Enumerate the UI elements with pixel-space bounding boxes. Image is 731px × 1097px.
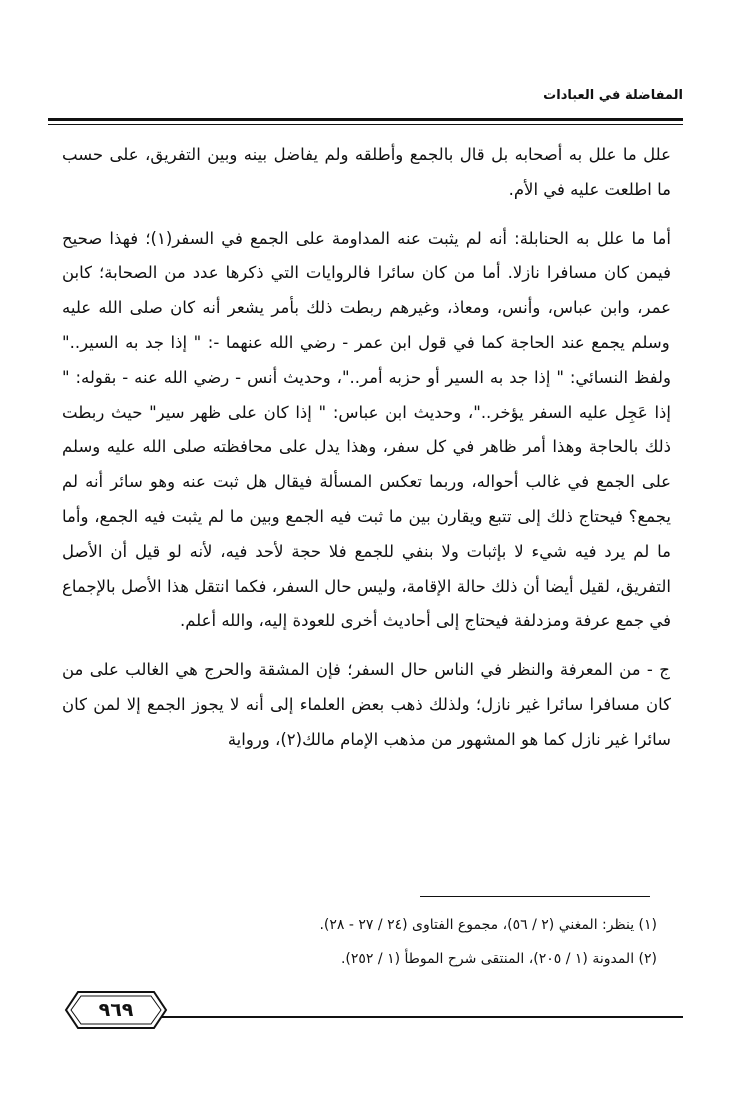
- footnote-separator: [420, 896, 650, 897]
- text-line: علل ما علل به أصحابه بل قال بالجمع وأطلقه ولم يفاضل بينه وبين: [200, 145, 671, 164]
- text-line: أحواله، وربما تعكس المسألة فيقال هل ثبت عنه وهو سائر أنه لم يجمع؟: [62, 472, 671, 526]
- header-rule-thin: [48, 124, 683, 125]
- text-line: ذكرها عدد من الصحابة؛ كابن عمر، وابن عباس، وأنس، ومعاذ،: [62, 263, 671, 318]
- text-line: وليس حال السفر، فكما انتقل هذا الأصل بالإجماع في جمع عرفة: [62, 576, 671, 631]
- text-line: الجمع، وأما ما لم يرد فيه شيء لا بإثبات ولا بنفي للجمع فلا حجة لأحد: [62, 506, 671, 561]
- footer-rule: [150, 1016, 683, 1018]
- main-body-text: [62, 138, 671, 758]
- text-line: فهذا صحيح فيمن كان مسافرا نازلا. أما من كان سائرا فالروايات التي: [62, 228, 671, 283]
- text-line: ج - من المعرفة والنظر في الناس حال السفر؛ فإن المشقة والحرج هي الغالب على من: [62, 660, 670, 680]
- page-number: ٩٦٩: [98, 999, 134, 1021]
- text-line: كان على ظهر سير" حيث ربطت ذلك بالحاجة وهذا أمر ظاهر في كل: [62, 402, 671, 457]
- text-line: وغيرهم ربطت ذلك بأمر يشعر أنه كان صلى الله عليه وسلم يجمع عند: [62, 298, 670, 352]
- text-line: ولفظ النسائي: " إذا جد به السير أو حزبه أمر.."، وحديث أنس - رضي: [187, 367, 671, 387]
- header-rule-thick: [48, 118, 683, 121]
- text-line: إلا لمن كان سائرا غير نازل كما هو المشهور من مذهب الإمام مالك(٢)، ورواية: [62, 694, 671, 749]
- text-line: فيحتاج ذلك إلى تتبع ويقارن بين ما ثبت فيه الجمع وبين ما لم يثبت فيه: [138, 506, 623, 526]
- text-line: الله عنه - بقوله: " إذا عَجِل عليه السفر يؤخر.."، وحديث ابن عباس: " إذا: [62, 367, 671, 422]
- text-line: التفريق، على حسب ما اطلعت عليه في الأم.: [62, 145, 671, 199]
- paragraph-1: [62, 138, 671, 208]
- footnote-1: (١) ينظر: المغني (٢ / ٥٦)، مجموع الفتاوى (٢٤ / ٢٧ - ٢٨).: [319, 917, 657, 933]
- text-line: ومزدلفة فيحتاج إلى أحاديث أخرى للعودة إليه، والله أعلم.: [179, 611, 570, 631]
- footnote-2: (٢) المدونة (١ / ٢٠٥)، المنتقى شرح الموطأ (١ / ٢٥٢).: [340, 951, 657, 967]
- text-line: كان مسافرا سائرا غير نازل؛ ولذلك ذهب بعض العلماء إلى أنه لا يجوز الجمع: [140, 694, 671, 714]
- text-line: أما ما علل به الحنابلة: أنه لم يثبت عنه المداومة على الجمع في السفر(١)؛: [138, 228, 671, 248]
- footnotes: [62, 908, 657, 976]
- text-line: الحاجة كما في قول ابن عمر - رضي الله عنهما -: " إذا جد به السير..": [62, 332, 555, 352]
- text-line: فيه، لأنه لو قيل أن الأصل التفريق، لقيل أيضا أن ذلك حالة الإقامة،: [62, 541, 671, 596]
- page-number-badge: [64, 990, 168, 1030]
- running-header-title: المفاضلة في العبادات: [543, 88, 683, 103]
- paragraph-3: [62, 653, 671, 757]
- text-line: سفر، وهذا يدل على محافظته صلى الله عليه وسلم على الجمع في غالب: [62, 437, 671, 492]
- paragraph-2: [62, 222, 671, 640]
